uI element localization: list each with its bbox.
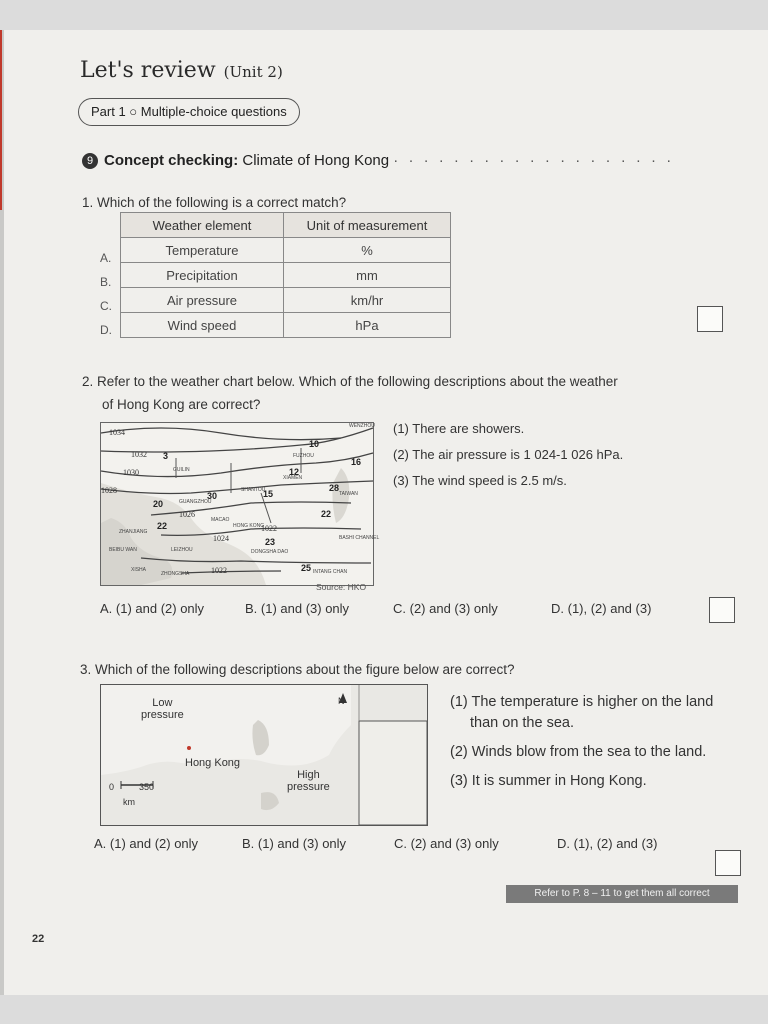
station-value: 15 — [263, 489, 274, 499]
place-label: GUANGZHOU — [179, 499, 212, 505]
place-label: FUZHOU — [293, 453, 314, 459]
low-pressure-word-2: pressure — [141, 709, 184, 721]
station-value: 16 — [351, 457, 362, 467]
question-1: 1. Which of the following is a correct match? — [82, 195, 347, 210]
q3-option-d[interactable]: D. (1), (2) and (3) — [557, 836, 658, 851]
scale-max: 350 — [139, 782, 155, 792]
q2-statement-3: (3) The wind speed is 2.5 m/s. — [393, 473, 567, 488]
q1-answer-box[interactable] — [697, 306, 723, 332]
station-value: 22 — [157, 521, 168, 531]
q3-option-a[interactable]: A. (1) and (2) only — [94, 836, 199, 851]
weather-chart — [100, 422, 380, 586]
concept-bold-label: Concept checking: — [104, 152, 239, 169]
question-2-line-1: 2. Refer to the weather chart below. Which of the following descriptions about the weather — [82, 374, 618, 389]
concept-topic: Climate of Hong Kong — [242, 152, 390, 169]
page-title — [80, 58, 283, 83]
table-cell-element: Wind speed — [121, 313, 284, 338]
q3-statement-3: (3) It is summer in Hong Kong. — [450, 773, 647, 789]
place-label: WENZHOU — [349, 423, 375, 429]
table-row — [121, 263, 451, 288]
row-letter: A. — [100, 251, 112, 265]
place-label: XIAMEN — [283, 475, 303, 481]
high-pressure-word-1: High — [297, 769, 320, 781]
isobar-label: 1022 — [211, 566, 227, 575]
q3-option-b[interactable]: B. (1) and (3) only — [242, 836, 347, 851]
low-pressure-label — [141, 697, 184, 721]
place-label: ZHANJIANG — [119, 529, 148, 535]
table-row — [121, 238, 451, 263]
station-value: 30 — [207, 491, 218, 501]
q3-statements — [450, 692, 740, 800]
q3-answer-box[interactable] — [715, 850, 741, 876]
place-label: GUILIN — [173, 467, 190, 473]
scale-unit: km — [123, 797, 135, 807]
q2-statement-2: (2) The air pressure is 1 024-1 026 hPa. — [393, 447, 624, 462]
table-cell-unit: km/hr — [284, 288, 451, 313]
place-label: LEIZHOU — [171, 547, 193, 553]
row-letter: D. — [100, 323, 112, 337]
isobar-label: 1022 — [261, 524, 277, 533]
place-label: BEIBU WAN — [109, 547, 137, 553]
concept-heading — [82, 152, 674, 169]
isobar-label: 1024 — [213, 534, 229, 543]
q2-answer-box[interactable] — [709, 597, 735, 623]
unit-label: (Unit 2) — [223, 63, 283, 81]
q3-statement-2: (2) Winds blow from the sea to the land. — [450, 744, 707, 760]
isobar-label: 1030 — [123, 468, 139, 477]
q2-option-c[interactable]: C. (2) and (3) only — [393, 601, 498, 616]
hong-kong-label: Hong Kong — [185, 757, 241, 769]
isobar-label: 1028 — [101, 486, 117, 495]
table-row — [121, 313, 451, 338]
chart-source: Source: HKO — [316, 582, 367, 592]
station-value: 25 — [301, 563, 312, 573]
table-cell-element: Precipitation — [121, 263, 284, 288]
low-pressure-word-1: Low — [152, 697, 173, 709]
place-label: MACAO — [211, 517, 230, 523]
place-label: HONG KONG — [233, 523, 265, 529]
table-cell-unit: mm — [284, 263, 451, 288]
isobar-label: 1026 — [179, 510, 195, 519]
row-letter: B. — [100, 275, 112, 289]
place-label: ZHONGSHA — [161, 571, 190, 577]
refer-banner: Refer to P. 8 – 11 to get them all correct — [506, 885, 738, 903]
isobar-label: 1034 — [109, 428, 125, 437]
margin-line — [0, 30, 2, 210]
row-letter: C. — [100, 299, 112, 313]
concept-number-badge: 9 — [82, 153, 98, 169]
page-number: 22 — [32, 933, 45, 945]
q2-statements — [393, 416, 623, 494]
q3-option-c[interactable]: C. (2) and (3) only — [394, 836, 499, 851]
dotted-leader: · · · · · · · · · · · · · · · · · · · — [393, 152, 675, 169]
table-header-row — [121, 213, 451, 238]
place-label: DONGSHA DAO — [251, 549, 289, 555]
isobar-label: 1032 — [131, 450, 147, 459]
table-cell-unit: % — [284, 238, 451, 263]
high-pressure-label — [287, 769, 330, 793]
table-row — [121, 288, 451, 313]
place-label: INTANG CHAN — [313, 569, 348, 575]
title-text: Let's review — [80, 58, 216, 83]
station-value: 28 — [329, 483, 340, 493]
place-label: TAIWAN — [339, 491, 358, 497]
table-header-unit: Unit of measurement — [284, 213, 451, 238]
q2-option-d[interactable]: D. (1), (2) and (3) — [551, 601, 652, 616]
place-label: BASHI CHANNEL — [339, 535, 380, 541]
q2-option-a[interactable]: A. (1) and (2) only — [100, 601, 205, 616]
place-label: XISHA — [131, 567, 147, 573]
question-2-line-2: of Hong Kong are correct? — [102, 397, 261, 412]
q2-statement-1: (1) There are showers. — [393, 421, 525, 436]
table-cell-element: Temperature — [121, 238, 284, 263]
station-value: 22 — [321, 509, 332, 519]
weather-chart-svg — [101, 423, 380, 585]
station-value: 23 — [265, 537, 276, 547]
table-header-element: Weather element — [121, 213, 284, 238]
question-3: 3. Which of the following descriptions about the figure below are correct? — [80, 662, 515, 677]
row-letters — [100, 246, 112, 342]
part-label: Part 1 ○ Multiple-choice questions — [78, 98, 300, 126]
table-cell-element: Air pressure — [121, 288, 284, 313]
scale-zero: 0 — [109, 782, 115, 792]
north-arrow-label: N — [338, 696, 345, 706]
pressure-map — [100, 684, 428, 826]
station-value: 20 — [153, 499, 164, 509]
q3-options — [94, 836, 657, 851]
station-value: 10 — [309, 439, 320, 449]
station-value: 12 — [289, 467, 300, 477]
q1-table — [120, 212, 451, 338]
q3-statement-1: (1) The temperature is higher on the land than on the sea. — [450, 694, 714, 731]
q2-option-b[interactable]: B. (1) and (3) only — [245, 601, 350, 616]
table-cell-unit: hPa — [284, 313, 451, 338]
q2-options — [100, 601, 651, 616]
place-label: SHANTOU — [241, 487, 266, 493]
high-pressure-word-2: pressure — [287, 781, 330, 793]
station-value: 3 — [163, 451, 169, 461]
